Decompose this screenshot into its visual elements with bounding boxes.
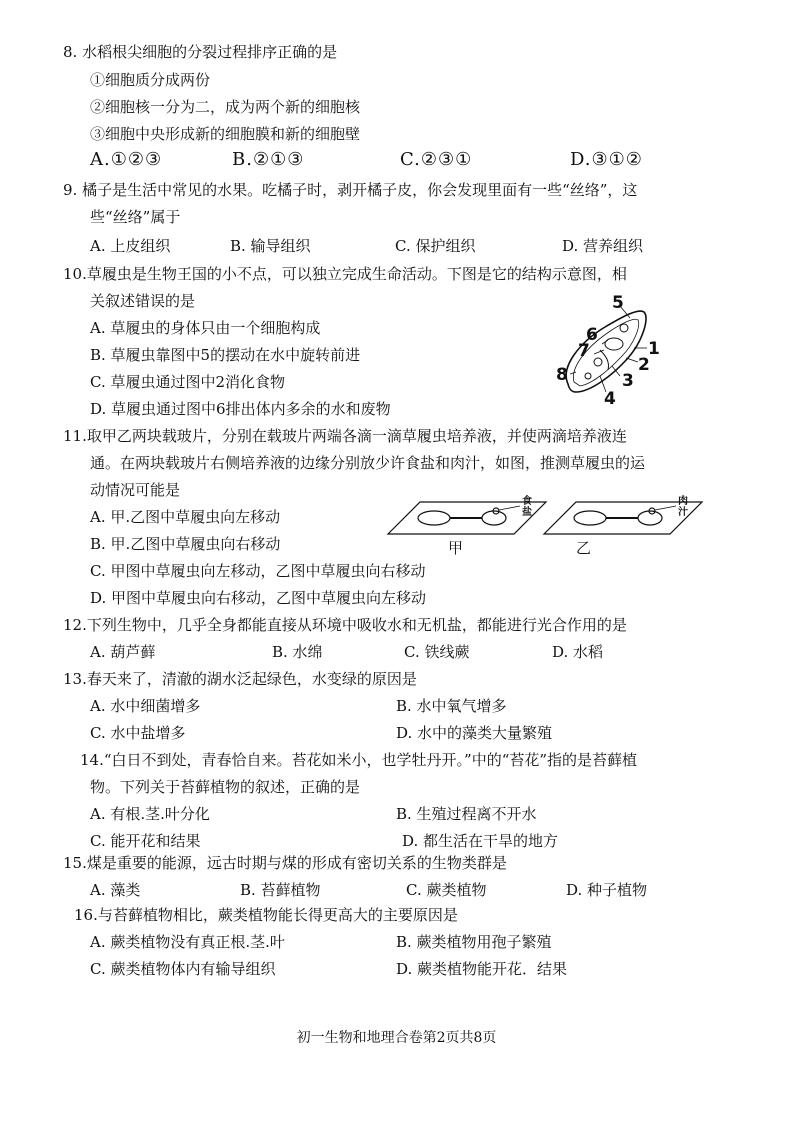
q11-option-c: C. 甲图中草履虫向左移动，乙图中草履虫向右移动	[90, 562, 426, 580]
label-6: 6	[586, 325, 598, 345]
q10-stem-line2: 关叙述错误的是	[90, 292, 196, 310]
q14-option-d: D. 都生活在干旱的地方	[402, 832, 559, 850]
q13-stem: 13.春天来了，清澈的湖水泛起绿色，水变绿的原因是	[63, 670, 417, 688]
q16-stem: 16.与苔藓植物相比，蕨类植物能长得更高大的主要原因是	[74, 906, 458, 924]
q8-option-a: A.①②③	[90, 149, 163, 170]
label-jia: 甲	[448, 539, 464, 557]
q11-stem-line2: 通。在两块载玻片右侧培养液的边缘分别放少许食盐和肉汁，如图，推测草履虫的运	[90, 454, 646, 472]
q9-option-b: B. 输导组织	[230, 237, 311, 255]
q11-option-a: A. 甲.乙图中草履虫向左移动	[90, 508, 281, 526]
q14-option-b: B. 生殖过程离不开水	[396, 805, 537, 823]
q12-option-c: C. 铁线蕨	[404, 643, 470, 661]
q9-option-c: C. 保护组织	[395, 237, 476, 255]
page-footer: 初一生物和地理合卷第2页共8页	[296, 1030, 497, 1046]
q16-option-c: C. 蕨类植物体内有输导组织	[90, 960, 276, 978]
paramecium-vacuole-1	[594, 358, 602, 366]
slide-yi-drop-left	[574, 511, 606, 525]
label-2: 2	[638, 355, 650, 375]
q10-option-a: A. 草履虫的身体只由一个细胞构成	[90, 319, 321, 337]
q8-item-2: ②细胞核一分为二，成为两个新的细胞核	[90, 98, 361, 116]
label-juice: 肉汁	[678, 496, 688, 518]
label-salt: 食盐	[522, 496, 532, 518]
q15-stem: 15.煤是重要的能源，远古时期与煤的形成有密切关系的生物类群是	[63, 854, 507, 872]
label-1: 1	[648, 339, 660, 359]
q13-option-a: A. 水中细菌增多	[90, 697, 201, 715]
q11-stem-line1: 11.取甲乙两块载玻片，分别在载玻片两端各滴一滴草履虫培养液，并使两滴培养液连	[63, 427, 627, 445]
paramecium-vacuole-2	[620, 324, 628, 332]
q14-option-c: C. 能开花和结果	[90, 832, 201, 850]
q10-stem-line1: 10.草履虫是生物王国的小不点，可以独立完成生命活动。下图是它的结构示意图，相	[63, 265, 627, 283]
label-8: 8	[556, 365, 568, 385]
slide-jia-drop-left	[418, 511, 450, 525]
q13-option-c: C. 水中盐增多	[90, 724, 186, 742]
q15-option-c: C. 蕨类植物	[406, 881, 487, 899]
paramecium-figure	[550, 292, 670, 410]
q16-option-a: A. 蕨类植物没有真正根.茎.叶	[90, 933, 285, 951]
q10-option-b: B. 草履虫靠图中5的摆动在水中旋转前进	[90, 346, 361, 364]
q16-option-b: B. 蕨类植物用孢子繁殖	[396, 933, 552, 951]
q13-option-d: D. 水中的藻类大量繁殖	[396, 724, 553, 742]
q8-stem: 8. 水稻根尖细胞的分裂过程排序正确的是	[63, 43, 338, 61]
q8-option-c: C.②③①	[400, 149, 473, 170]
q11-option-b: B. 甲.乙图中草履虫向右移动	[90, 535, 281, 553]
q9-option-d: D. 营养组织	[562, 237, 644, 255]
q14-stem-line1: 14.“白日不到处，青春恰自来。苔花如米小，也学牡丹开。”中的“苔花”指的是苔藓植	[80, 751, 638, 769]
q8-option-b: B.②①③	[232, 149, 305, 170]
label-3: 3	[622, 371, 634, 391]
q9-stem-line2: 些“丝络”属于	[90, 208, 181, 226]
q16-option-d: D. 蕨类植物能开花．结果	[396, 960, 568, 978]
q12-option-b: B. 水绵	[272, 643, 323, 661]
label-7: 7	[578, 341, 590, 361]
q9-stem-line1: 9. 橘子是生活中常见的水果。吃橘子时，剥开橘子皮，你会发现里面有一些“丝络”，这	[63, 181, 638, 199]
q13-option-b: B. 水中氧气增多	[396, 697, 507, 715]
q15-option-b: B. 苔藓植物	[240, 881, 321, 899]
q12-stem: 12.下列生物中，几乎全身都能直接从环境中吸收水和无机盐，都能进行光合作用的是	[63, 616, 627, 634]
label-4: 4	[604, 389, 616, 409]
q12-option-a: A. 葫芦藓	[90, 643, 156, 661]
slides-figure	[386, 494, 716, 556]
q8-option-d: D.③①②	[570, 149, 643, 170]
q10-option-d: D. 草履虫通过图中6排出体内多余的水和废物	[90, 400, 391, 418]
q9-option-a: A. 上皮组织	[90, 237, 171, 255]
q15-option-a: A. 藻类	[90, 881, 141, 899]
q11-option-d: D. 甲图中草履虫向右移动，乙图中草履虫向左移动	[90, 589, 427, 607]
paramecium-vacuole-3	[585, 373, 591, 379]
q11-stem-line3: 动情况可能是	[90, 481, 181, 499]
q15-option-d: D. 种子植物	[566, 881, 648, 899]
label-yi: 乙	[576, 539, 592, 557]
label-5: 5	[612, 293, 624, 313]
q8-item-1: ①细胞质分成两份	[90, 71, 211, 89]
q14-stem-line2: 物。下列关于苔藓植物的叙述，正确的是	[90, 778, 361, 796]
q12-option-d: D. 水稻	[552, 643, 604, 661]
q14-option-a: A. 有根.茎.叶分化	[90, 805, 210, 823]
q8-item-3: ③细胞中央形成新的细胞膜和新的细胞壁	[90, 125, 361, 143]
q10-option-c: C. 草履虫通过图中2消化食物	[90, 373, 286, 391]
